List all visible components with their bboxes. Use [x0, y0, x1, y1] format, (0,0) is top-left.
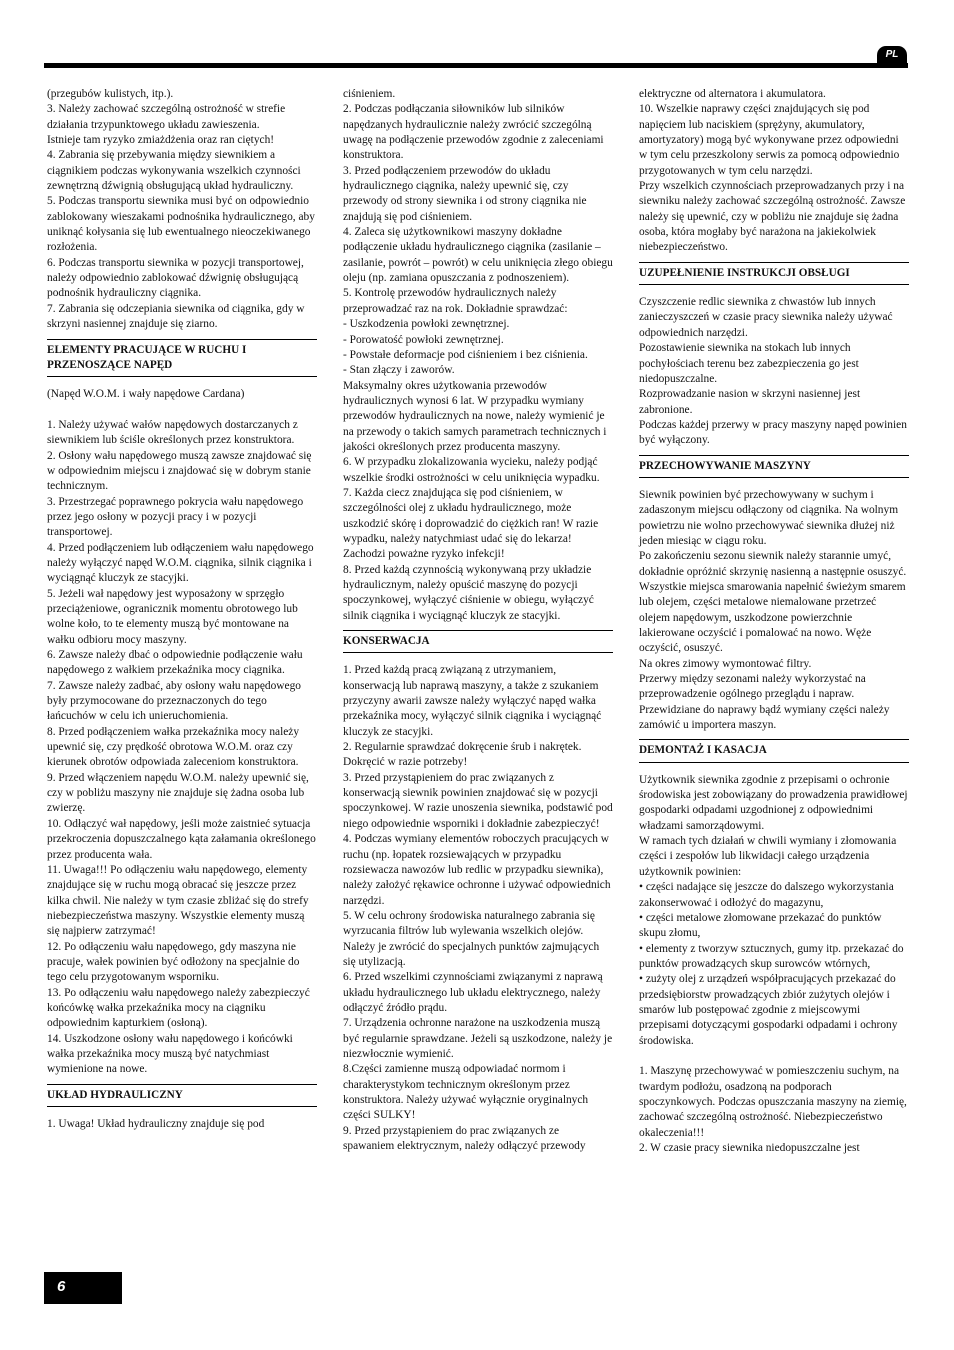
- disassembly-list-b: [639, 1064, 909, 1156]
- paragraph: Maksymalny okres użytkowania przewodów hydraulicznych wynosi 6 lat. W przypadku wymiany przewodów hydraulicznych na nowe, należy wymienić je na przewody o takich samych parametrach technicznych i jakości określonych przez producenta maszyny.: [343, 379, 607, 453]
- column-3: [639, 87, 909, 1156]
- paragraph: 3. Przed podłączeniem przewodów do układu hydraulicznego ciągnika, należy upewnić się, czy przewody od strony siewnika i od strony ciągnika nie znajdują się pod ciśnieniem.: [343, 164, 587, 223]
- disassembly-list: [639, 773, 909, 1049]
- paragraph: 6. W przypadku zlokalizowania wycieku, należy podjąć wszelkie środki ostrożności w celu uniknięcia wypadku.: [343, 456, 600, 484]
- paragraph: • części nadające się jeszcze do dalszego wykorzystania zakonserwować i odłożyć do magazynu,: [639, 881, 894, 909]
- paragraph: 6. Przed wszelkimi czynnościami związanymi z naprawą układu hydraulicznego lub układu elektrycznego, należy odłączyć źródło prądu.: [343, 971, 603, 1014]
- paragraph: 2. Regularnie sprawdzać dokręcenie śrub i nakrętek. Dokręcić w razie potrzeby!: [343, 741, 582, 769]
- paragraph: 8.Części zamienne muszą odpowiadać normom i charakterystykom technicznym określonym przez konstruktora. Należy używać wyłącznie oryginalnych części SULKY!: [343, 1063, 589, 1122]
- paragraph: Na okres zimowy wymontować filtry.: [639, 657, 812, 670]
- paragraph: 7. Urządzenia ochronne narażone na uszkodzenia muszą być regularnie sprawdzane. Jeżeli są uszkodzone, należy je niezwłocznie wymienić.: [343, 1017, 613, 1060]
- paragraph: 10. Wszelkie naprawy części znajdujących się pod napięciem lub naciskiem (sprężyny, akumulatory, amortyzatory) mogą być wykonywane przez odpowiedni w tym celu przeszkolony serwis za pomocą odpowiednio przygotowanych w tym celu narzędzi.: [639, 103, 900, 177]
- paragraph: 3. Przed przystąpieniem do prac związanych z konserwacją siewnik powinien znajdować się w pozycji spoczynkowej. W razie unoszenia siewnika, podstawić pod niego odpowiednie wsporniki i dokładnie zabezpieczyć!: [343, 771, 613, 830]
- section-title: UZUPEŁNIENIE INSTRUKCJI OBSŁUGI: [639, 266, 850, 279]
- paragraph: 10. Odłączyć wał napędowy, jeśli może zaistnieć sytuacja przekroczenia dopuszczalnego kąta załamania określonego przez producenta wała.: [47, 817, 316, 861]
- section-title: ELEMENTY PRACUJĄCE W RUCHU I PRZENOSZĄCE NAPĘD: [47, 343, 247, 371]
- paragraph: • części metalowe złomowane przekazać do punktów skupu złomu,: [639, 911, 882, 940]
- paragraph: 3. Należy zachować szczególną ostrożność w strefie działania trzypunktowego układu zawieszenia.: [47, 103, 286, 131]
- paragraph: 8. Przed podłączeniem wałka przekaźnika mocy należy upewnić się, czy prędkość obrotowa W.O.M. oraz czy kierunek obrotów odpowiada zaleceniom konstruktora.: [47, 725, 300, 769]
- paragraph: Rozprowadzanie nasion w skrzyni nasiennej jest zabronione.: [639, 388, 861, 416]
- paragraph: 12. Po odłączeniu wału napędowego, gdy maszyna nie pracuje, wałek powinien być odłożony na specjalnie do tego celu przygotowanym wsporniku.: [47, 940, 300, 984]
- col2-intro: [343, 87, 613, 624]
- paragraph: - Uszkodzenia powłoki zewnętrznej.: [343, 318, 510, 331]
- paragraph: 5. Podczas transportu siewnika musi być on odpowiednio zablokowany wieszakami podnośnika hydraulicznego, aby uniknąć kołysania się lub ewentualnego nieoczekiwanego rozłożenia.: [47, 195, 315, 254]
- paragraph: 4. Zabrania się przebywania między siewnikiem a ciągnikiem podczas wykonywania wszelkich czynności zewnętrzną dźwignią obsługującą układ hydrauliczny.: [47, 149, 301, 193]
- section-header-maintenance: [343, 630, 613, 653]
- paragraph: • elementy z tworzyw sztucznych, gumy itp. przekazać do punktów prowadzących skup surowców wtórnych,: [639, 942, 904, 970]
- paragraph: Podczas każdej przerwy w pracy maszyny napęd powinien być wyłączony.: [639, 418, 907, 447]
- paragraph: Pozostawienie siewnika na stokach lub innych pochyłościach terenu bez zabezpieczenia go jest niedopuszczalne.: [639, 342, 859, 385]
- column-1: [47, 87, 317, 1132]
- paragraph: ciśnieniem.: [343, 88, 396, 100]
- section-title: KONSERWACJA: [343, 635, 430, 648]
- paragraph: 8. Przed każdą czynnością wykonywaną przy układzie hydraulicznym, należy opuścić maszynę do pozycji spoczynkowej, wyłączyć ciśnienie w obiegu, wyłączyć silnik ciągnika i wyciągnąć kluczyk ze stacyjki.: [343, 563, 594, 622]
- header-rule: [44, 63, 908, 68]
- paragraph: 7. Zabrania się odczepiania siewnika od ciągnika, gdy w skrzyni nasiennej znajduje się ziarno.: [47, 302, 305, 331]
- manual-supplement-list: [639, 295, 909, 448]
- moving-parts-list: [47, 418, 317, 1078]
- section-header-storage: [639, 455, 909, 478]
- col3-intro: [639, 87, 909, 256]
- paragraph: 2. Podczas podłączania siłowników lub silników napędzanych hydraulicznie należy zwrócić szczególną uwagę na podłączenie przewodów zgodnie z zaleceniami konstruktora.: [343, 103, 604, 162]
- paragraph: Przerwy między sezonami należy wykorzystać na przeprowadzenie ogólnego przeglądu i napraw. Przewidziane do naprawy bądź wymiany części należy zamówić u importera maszyn.: [639, 673, 890, 732]
- paragraph: 9. Przed przystąpieniem do prac związanych ze spawaniem elektrycznym, należy odłączyć przewody: [343, 1124, 586, 1153]
- paragraph: 5. Jeżeli wał napędowy jest wyposażony w sprzęgło przeciążeniowe, ogranicznik momentu obrotowego lub wolne koło, to te elementy muszą być montowane na wałku odbioru mocy maszyny.: [47, 587, 298, 646]
- paragraph: 1. Należy używać wałów napędowych dostarczanych z siewnikiem lub ściśle określonych przez konstruktora.: [47, 418, 298, 447]
- column-2: [343, 87, 613, 1154]
- paragraph: Użytkownik siewnika zgodnie z przepisami o ochronie środowiska jest zobowiązany do prowadzenia prawidłowej gospodarki odpadami uzgodnionej z odpowiednimi władzami samorządowymi.: [639, 773, 908, 832]
- paragraph: 1. Maszynę przechowywać w pomieszczeniu suchym, na twardym podłożu, osadzoną na podporach spoczynkowych. Podczas opuszczania maszyny na ziemię, zachować szczególną ostrożność. Niebezpieczeństwo okaleczenia!!!: [639, 1065, 907, 1139]
- paragraph: elektryczne od alternatora i akumulatora.: [639, 88, 826, 100]
- paragraph: 6. Podczas transportu siewnika w pozycji transportowej, należy odpowiednio zablokować dźwignię obsługującą podnośnik hydrauliczny ciągnika.: [47, 256, 304, 300]
- section-header-moving-parts: [47, 339, 317, 378]
- paragraph: - Porowatość powłoki zewnętrznej.: [343, 333, 504, 346]
- paragraph: - Powstałe deformacje pod ciśnieniem i bez ciśnienia.: [343, 348, 588, 361]
- paragraph: 4. Zaleca się użytkownikowi maszyny dokładne podłączenie układu hydraulicznego ciągnika (zasilanie – zasilanie, powrót – powrót) w celu uniknięcia złego obiegu oleju (np. zamiana opuszczania z podnoszeniem).: [343, 226, 613, 285]
- storage-list: [639, 488, 909, 734]
- paragraph: 11. Uwaga!!! Po odłączeniu wału napędowego, elementy znajdujące się w ruchu mogą obracać się jeszcze przez kilka chwil. Nie należy w tym czasie zbliżać się do strefy niebezpieczeństwa maszyny. Wszystkie elementy muszą się najpierw zatrzymać!: [47, 863, 309, 938]
- paragraph: 2. W czasie pracy siewnika niedopuszczalne jest: [639, 1142, 860, 1154]
- paragraph: Przy wszelkich czynnościach przeprowadzanych przy i na siewniku należy zachować szczególną ostrożność. Zawsze należy się upewnić, czy w pobliżu nie znajduje się żadna osoba, która mogłaby być narażona na jakiekolwiek niebezpieczeństwo.: [639, 180, 906, 254]
- paragraph: Czyszczenie redlic siewnika z chwastów lub innych zanieczyszczeń w czasie pracy siewnika należy używać odpowiednich narzędzi.: [639, 296, 893, 339]
- section-header-hydraulics: [47, 1084, 317, 1107]
- maintenance-list: [343, 663, 613, 1154]
- paragraph: W ramach tych działań w chwili wymiany i złomowania części i zespołów lub likwidacji całego urządzenia użytkownik powinien:: [639, 835, 897, 878]
- paragraph: 6. Zawsze należy dbać o odpowiednie podłączenie wału napędowego z wałkiem przekaźnika mocy ciągnika.: [47, 649, 303, 677]
- paragraph: 14. Uszkodzone osłony wału napędowego i końcówki wałka przekaźnika mocy muszą być natychmiast wymienione na nowe.: [47, 1032, 293, 1076]
- paragraph: 5. W celu ochrony środowiska naturalnego zabrania się wyrzucania filtrów lub wylewania wszelkich olejów. Należy je zwrócić do specjalnych punktów zajmujących się utylizacją.: [343, 909, 600, 968]
- section-header-manual-supplement: [639, 262, 909, 285]
- paragraph: Po zakończeniu sezonu siewnik należy starannie umyć, dokładnie opróżnić skrzynię nasienną a następnie osuszyć. Wszystkie miejsca smarowania napełnić świeżym smarem lub olejem, części metalowe niemalowane przetrzeć olejem napędowym, uszkodzone powierzchnie lakierowane oczyścić i pomalować na nowo. Węże oczyścić, osuszyć.: [639, 550, 907, 655]
- paragraph: 1. Uwaga! Układ hydrauliczny znajduje się pod: [47, 1118, 265, 1130]
- paragraph: Siewnik powinien być przechowywany w suchym i zadaszonym miejscu odłączony od ciągnika. Na wolnym powietrzu nie wolno przechowywać siewnika dłużej niż jeden miesiąc w ciągu roku.: [639, 488, 899, 547]
- paragraph: 3. Przestrzegać poprawnego pokrycia wału napędowego przez jego osłony w pozycji pracy i w pozycji transportowej.: [47, 495, 304, 539]
- paragraph: (przegubów kulistych, itp.).: [47, 88, 174, 100]
- paragraph: 9. Przed włączeniem napędu W.O.M. należy upewnić się, czy w pobliżu maszyny nie znajduje się żadna osoba lub zwierzę.: [47, 771, 309, 815]
- paragraph: 4. Podczas wymiany elementów roboczych pracujących w ruchu (np. łopatek rozsiewających w przypadku rozsiewacza nawozów lub redlic w przypadku siewnika), należy założyć rękawice ochronne i używać odpowiednich narzędzi.: [343, 833, 611, 907]
- hydraulics-list: [47, 1117, 317, 1132]
- paragraph: 5. Kontrolę przewodów hydraulicznych należy przeprowadzać raz na rok. Dokładnie sprawdzać:: [343, 287, 568, 315]
- paragraph: 7. Każda ciecz znajdująca się pod ciśnieniem, w szczególności olej z układu hydraulicznego, może uszkodzić skórę i doprowadzić do ciężkich ran! W razie wypadku, należy natychmiast udać się do lekarza! Zachodzi poważne ryzyko infekcji!: [343, 486, 599, 561]
- section-title: DEMONTAŻ I KASACJA: [639, 744, 767, 757]
- paragraph: 1. Przed każdą pracą związaną z utrzymaniem, konserwacją lub naprawą maszyny, a także z szukaniem przyczyny awarii zawsze należy wyłączyć napęd wałka przekaźnika mocy, wyłączyć silnik ciągnika i wyciągnąć kluczyk ze stacyjki.: [343, 664, 602, 738]
- paragraph: - Stan złączy i zaworów.: [343, 364, 455, 377]
- paragraph: • zużyty olej z urządzeń współpracujących przekazać do przedsiębiorstw prowadzących zbiór zużytych olejów i smarów lub postępować zgodnie z miejscowymi przepisami dotyczącymi gospodarki odpadami i ochrony środowiska.: [639, 973, 898, 1047]
- paragraph: 4. Przed podłączeniem lub odłączeniem wału napędowego należy wyłączyć napęd W.O.M. ciągnika, silnik ciągnika i wyciągnąć kluczyk ze stacyjki.: [47, 541, 314, 585]
- paragraph: 2. Osłony wału napędowego muszą zawsze znajdować się w odpowiednim miejscu i znajdować się w dobrym stanie technicznym.: [47, 449, 312, 493]
- section-header-disassembly: [639, 739, 909, 762]
- section-title: UKŁAD HYDRAULICZNY: [47, 1088, 183, 1101]
- page-number: 6: [44, 1272, 122, 1304]
- col1-intro: [47, 87, 317, 333]
- paragraph: 7. Zawsze należy zadbać, aby osłony wału napędowego były przymocowane do przeznaczonych do tego łańcuchów w celu ich unieruchomienia.: [47, 679, 301, 723]
- language-badge: PL: [877, 46, 907, 64]
- section-subtitle: (Napęd W.O.M. i wały napędowe Cardana): [47, 388, 245, 401]
- section-title: PRZECHOWYWANIE MASZYNY: [639, 459, 811, 472]
- paragraph: 13. Po odłączeniu wału napędowego należy zabezpieczyć końcówkę wałka przekaźnika mocy na ciągniku odpowiednim kapturkiem (osłoną).: [47, 986, 310, 1030]
- paragraph: Istnieje tam ryzyko zmiażdżenia oraz ran ciętych!: [47, 134, 275, 147]
